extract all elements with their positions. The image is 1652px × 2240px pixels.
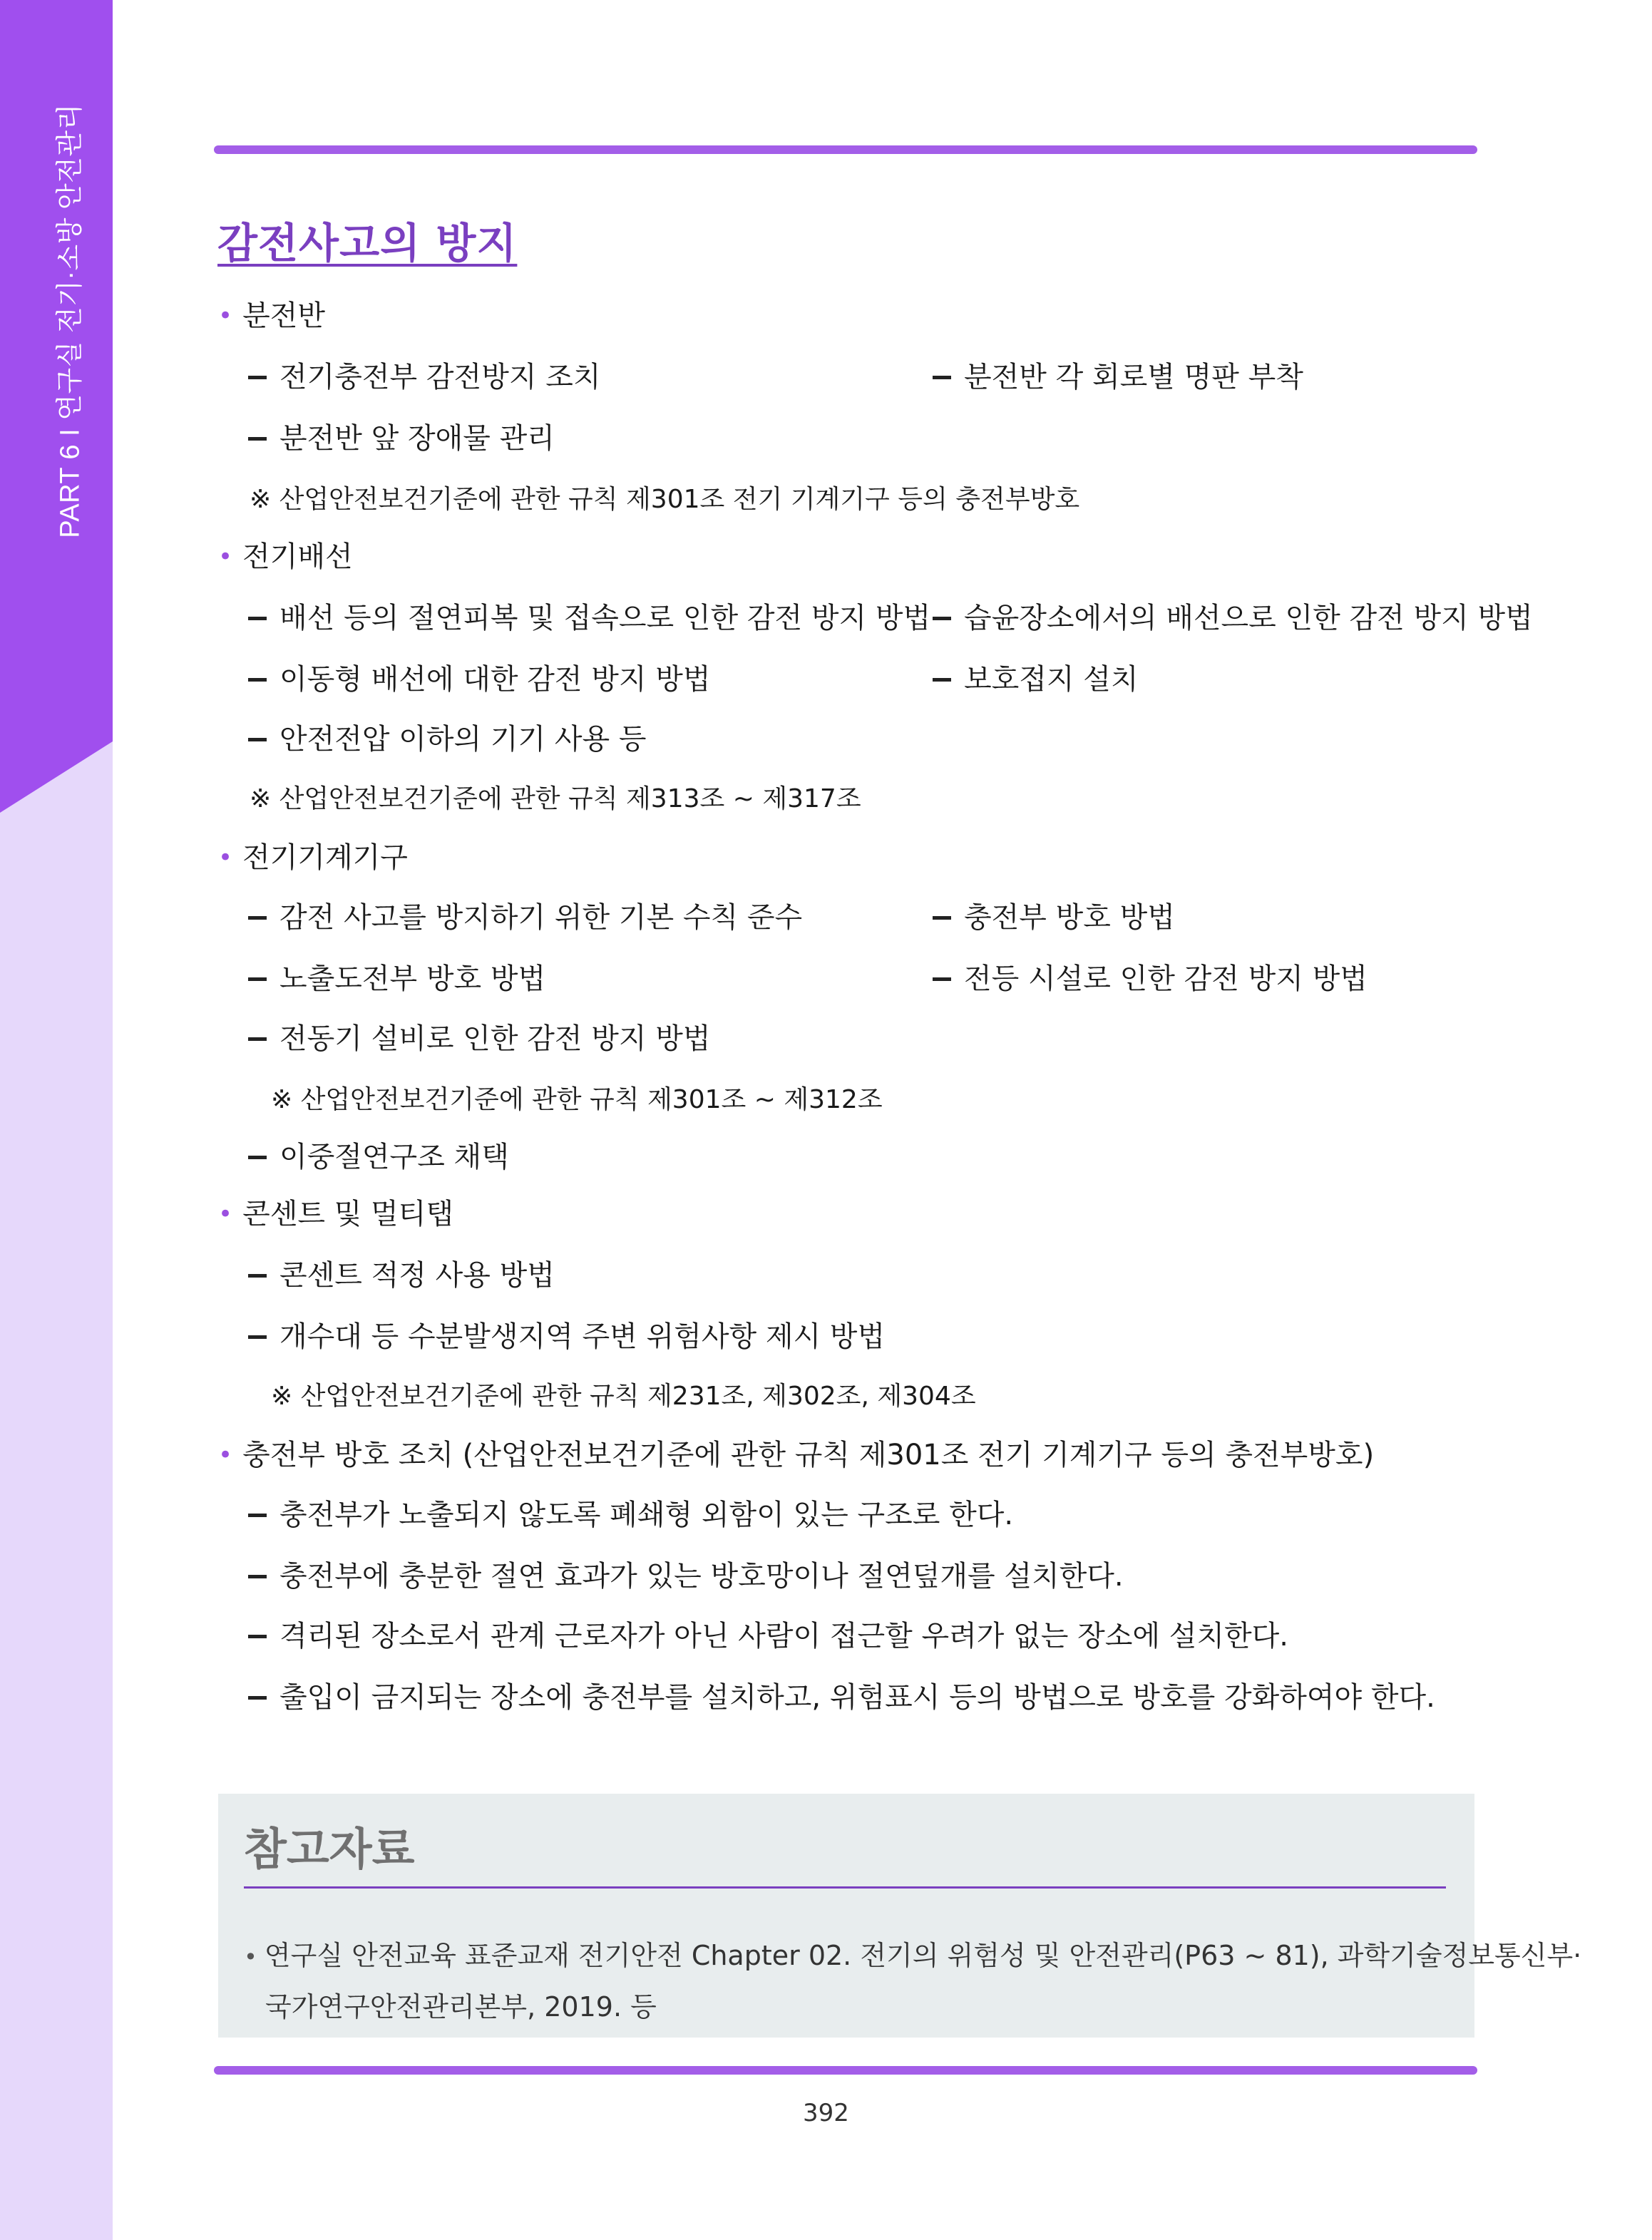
list-item: 개수대 등 수분발생지역 주변 위험사항 제시 방법 xyxy=(248,1319,885,1355)
side-tab xyxy=(0,0,113,2240)
bullet-dot-icon: • xyxy=(218,302,233,330)
bullet-item: • 전기기계기구 xyxy=(218,841,408,874)
bullet-dot-icon: • xyxy=(218,1441,233,1469)
list-item: 전등 시설로 인한 감전 방지 방법 xyxy=(933,961,1368,997)
bullet-item: • 콘센트 및 멀티탭 xyxy=(218,1198,453,1231)
bullet-dot-icon: • xyxy=(218,1200,233,1228)
dash-icon xyxy=(248,977,267,981)
dash-icon xyxy=(933,678,951,682)
list-item: 배선 등의 절연피복 및 접속으로 인한 감전 방지 방법 xyxy=(248,600,930,636)
bullet-item: • 전기배선 xyxy=(218,540,353,573)
list-item: 노출도전부 방호 방법 xyxy=(248,961,545,997)
bullet-item: • 분전반 xyxy=(218,299,325,332)
list-item: 안전전압 이하의 기기 사용 등 xyxy=(248,721,647,757)
list-item: 이동형 배선에 대한 감전 방지 방법 xyxy=(248,662,711,697)
list-item: 분전반 각 회로별 명판 부착 xyxy=(933,359,1303,395)
dash-icon xyxy=(248,617,267,620)
bullet-item: • 충전부 방호 조치 (산업안전보건기준에 관한 규칙 제301조 전기 기계기구 등의 충전부방호) xyxy=(218,1439,1375,1471)
dash-icon xyxy=(248,1156,267,1159)
dash-icon xyxy=(933,617,951,620)
dash-icon xyxy=(248,437,267,441)
reference-line: 국가연구안전관리본부, 2019. 등 xyxy=(265,1991,657,2023)
top-divider xyxy=(214,145,1477,154)
list-item: 출입이 금지되는 장소에 충전부를 설치하고, 위험표시 등의 방법으로 방호를 강화하여야 한다. xyxy=(248,1680,1435,1715)
regulation-note: ※ 산업안전보건기준에 관한 규칙 제301조 ~ 제312조 xyxy=(271,1085,883,1114)
dash-icon xyxy=(933,376,951,379)
list-item: 전동기 설비로 인한 감전 방지 방법 xyxy=(248,1021,711,1057)
list-item: 감전 사고를 방지하기 위한 기본 수칙 준수 xyxy=(248,900,802,935)
list-item: 이중절연구조 채택 xyxy=(248,1139,509,1175)
dash-icon xyxy=(248,376,267,379)
regulation-note: ※ 산업안전보건기준에 관한 규칙 제231조, 제302조, 제304조 xyxy=(271,1382,976,1411)
list-item: 습윤장소에서의 배선으로 인한 감전 방지 방법 xyxy=(933,600,1533,636)
page-number: 392 xyxy=(803,2099,849,2127)
dash-icon xyxy=(248,1037,267,1041)
dash-icon xyxy=(248,916,267,920)
bullet-dot-icon: • xyxy=(218,843,233,872)
reference-title: 참고자료 xyxy=(244,1823,415,1875)
bullet-dot-icon: • xyxy=(244,1943,257,1971)
list-item: 분전반 앞 장애물 관리 xyxy=(248,421,555,456)
dash-icon xyxy=(248,1575,267,1578)
regulation-note: ※ 산업안전보건기준에 관한 규칙 제301조 전기 기계기구 등의 충전부방호 xyxy=(250,485,1080,514)
side-tab-label: PART 6 I 연구실 전기·소방 안전관리 xyxy=(55,103,86,538)
dash-icon xyxy=(248,1635,267,1638)
list-item: 충전부에 충분한 절연 효과가 있는 방호망이나 절연덮개를 설치한다. xyxy=(248,1558,1124,1594)
section-title: 감전사고의 방지 xyxy=(217,219,518,267)
regulation-note: ※ 산업안전보건기준에 관한 규칙 제313조 ~ 제317조 xyxy=(250,784,861,813)
dash-icon xyxy=(248,1514,267,1517)
list-item: 충전부가 노출되지 않도록 폐쇄형 외함이 있는 구조로 한다. xyxy=(248,1497,1013,1533)
bullet-dot-icon: • xyxy=(218,543,233,571)
reference-line: • 연구실 안전교육 표준교재 전기안전 Chapter 02. 전기의 위험성 및 안전관리(P63 ~ 81), 과학기술정보통신부· xyxy=(244,1940,1582,1971)
list-item: 격리된 장소로서 관계 근로자가 아닌 사람이 접근할 우려가 없는 장소에 설치한다. xyxy=(248,1618,1288,1654)
dash-icon xyxy=(248,738,267,741)
bottom-divider xyxy=(214,2066,1477,2075)
dash-icon xyxy=(933,977,951,981)
dash-icon xyxy=(248,1696,267,1700)
reference-divider xyxy=(244,1886,1446,1889)
list-item: 전기충전부 감전방지 조치 xyxy=(248,359,600,395)
dash-icon xyxy=(248,1274,267,1278)
list-item: 충전부 방호 방법 xyxy=(933,900,1175,935)
dash-icon xyxy=(248,678,267,682)
dash-icon xyxy=(248,1335,267,1339)
list-item: 보호접지 설치 xyxy=(933,662,1139,697)
list-item: 콘센트 적정 사용 방법 xyxy=(248,1258,555,1293)
dash-icon xyxy=(933,916,951,920)
